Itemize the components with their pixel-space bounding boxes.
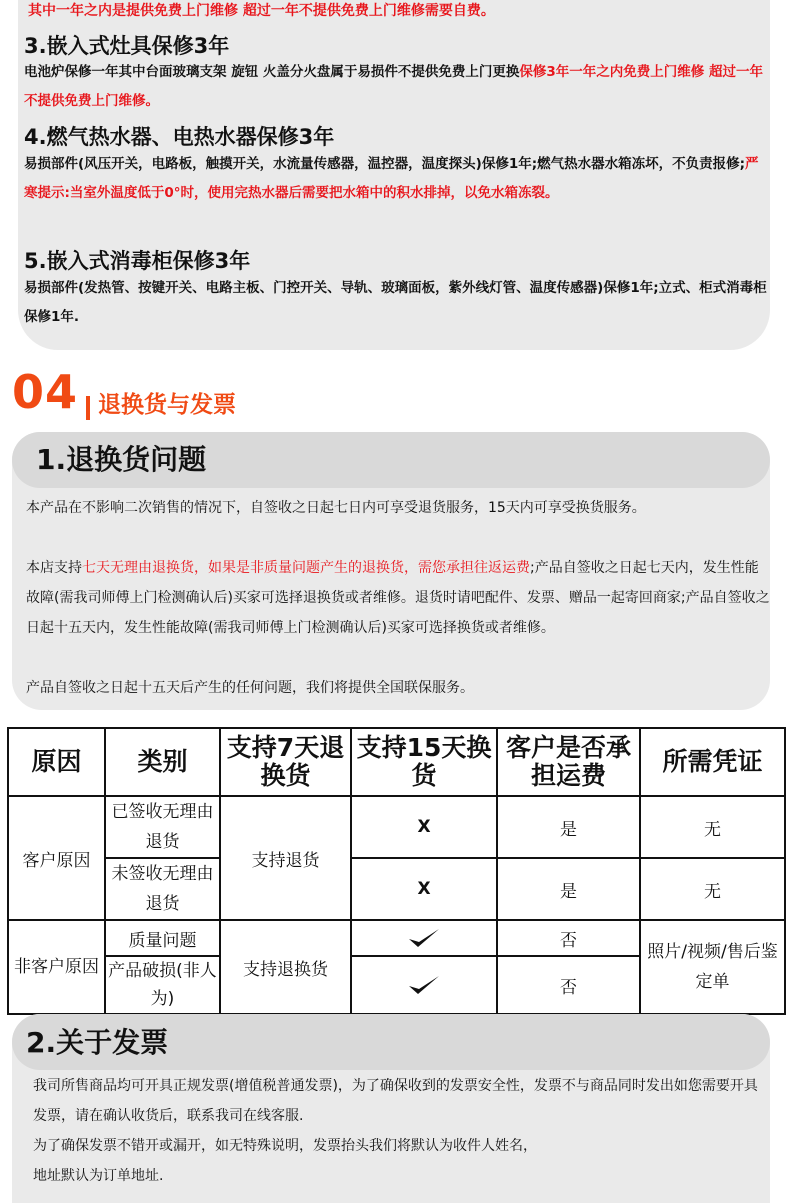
invoice-heading: 2.关于发票 (26, 1026, 169, 1059)
group-policy-7day: 支持退货 (220, 796, 351, 920)
row-freight: 是 (497, 796, 640, 858)
warranty-body-disinfection-cabinet: 易损部件(发热管、按键开关、电路主板、门控开关、导轨、玻璃面板，紫外线灯管、温度传感器)保修1年;立式、柜式消毒柜保修1年. (24, 280, 767, 325)
invoice-para-2: 为了确保发票不错开或漏开，如无特殊说明，发票抬头我们将默认为收件人姓名， (33, 1138, 537, 1154)
row-category: 产品破损(非人为) (105, 956, 220, 1014)
table-row (8, 796, 785, 858)
header-category: 类别 (105, 728, 220, 796)
table-row (8, 920, 785, 956)
x-icon: X (351, 858, 497, 920)
top-note: 其中一年之内是提供免费上门维修 超过一年不提供免费上门维修需要自费。 (28, 3, 495, 19)
table-header-row (8, 728, 785, 796)
table-row (8, 858, 785, 920)
returns-heading: 1.退换货问题 (36, 443, 207, 476)
returns-para-3: 产品自签收之日起十五天后产生的任何问题，我们将提供全国联保服务。 (26, 680, 474, 696)
group-policy-7day: 支持退换货 (220, 920, 351, 1014)
section-title: 退换货与发票 (98, 392, 236, 418)
row-proof: 无 (640, 858, 785, 920)
warranty-title-disinfection-cabinet: 5.嵌入式消毒柜保修3年 (24, 249, 251, 273)
returns-policy-table (7, 727, 786, 1015)
invoice-para-3: 地址默认为订单地址. (33, 1168, 164, 1184)
invoice-para-1: 我司所售商品均可开具正规发票(增值税普通发票)，为了确保收到的发票安全性，发票不与商品同时发出如您需要开具发票，请在确认收货后，联系我司在线客服. (33, 1078, 758, 1124)
header-7day: 支持7天退换货 (220, 728, 351, 796)
warranty-title-stove: 3.嵌入式灶具保修3年 (24, 34, 230, 58)
returns-para-2: 本店支持七天无理由退换货，如果是非质量问题产生的退换货，需您承担往返运费;产品自签收之日起七天内，发生性能故障(需我司师傅上门检测确认后)买家可选择退换货或者维修。退货时请吧配件、发票、赠品一起寄回商家;产品自签收之日起十五天内，发生性能故障(需我司师傅上门检测确认后)买家可选择换货或者维修。 (26, 560, 770, 636)
warranty-title-water-heater: 4.燃气热水器、电热水器保修3年 (24, 125, 335, 149)
group-proof: 照片/视频/售后鉴定单 (640, 920, 785, 1014)
header-proof: 所需凭证 (640, 728, 785, 796)
section-divider-bar (86, 396, 90, 420)
row-category: 质量问题 (105, 920, 220, 956)
row-proof: 无 (640, 796, 785, 858)
row-category: 已签收无理由退货 (105, 796, 220, 858)
x-icon: X (351, 796, 497, 858)
group-reason-non-customer: 非客户原因 (8, 920, 105, 1014)
header-15day: 支持15天换货 (351, 728, 497, 796)
header-freight: 客户是否承担运费 (497, 728, 640, 796)
check-icon (351, 956, 497, 1014)
row-freight: 否 (497, 956, 640, 1014)
row-freight: 否 (497, 920, 640, 956)
row-category: 未签收无理由退货 (105, 858, 220, 920)
group-reason-customer: 客户原因 (8, 796, 105, 920)
returns-para-1: 本产品在不影响二次销售的情况下，自签收之日起七日内可享受退货服务，15天内可享受换货服务。 (26, 500, 646, 516)
section-number: 04 (12, 365, 79, 419)
row-freight: 是 (497, 858, 640, 920)
warranty-body-water-heater: 易损部件(风压开关，电路板，触摸开关，水流量传感器，温控器，温度探头)保修1年;燃气热水器水箱冻坏，不负责报修;严寒提示:当室外温度低于0°时，使用完热水器后需要把水箱中的积水排掉，以免水箱冻裂。 (24, 156, 759, 201)
header-reason: 原因 (8, 728, 105, 796)
warranty-body-stove: 电池炉保修一年其中台面玻璃支架 旋钮 火盖分火盘属于易损件不提供免费上门更换保修3年一年之内免费上门维修 超过一年不提供免费上门维修。 (24, 64, 763, 109)
check-icon (351, 920, 497, 956)
